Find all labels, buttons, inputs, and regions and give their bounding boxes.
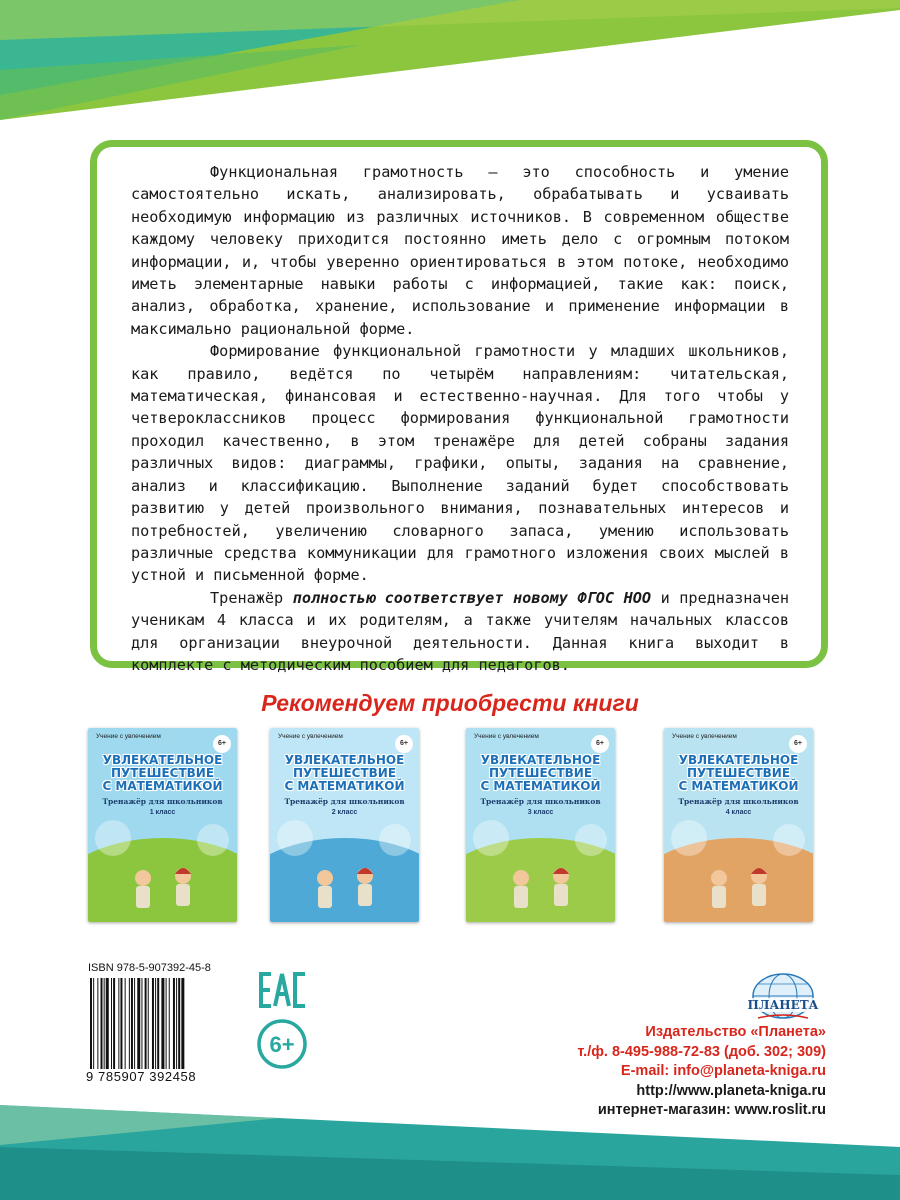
book-grade: 4 класс [725, 809, 752, 816]
book-subtitle: Тренажёр для школьников [284, 797, 405, 806]
publisher-phone: т./ф. 8-495-988-72-83 (доб. 302; 309) [577, 1043, 826, 1060]
book-cover-1[interactable] [88, 728, 237, 922]
eac-certification-icon [258, 970, 308, 1010]
book-title: УВЛЕКАТЕЛЬНОЕ ПУТЕШЕСТВИЕ С МАТЕМАТИКОЙ [678, 753, 799, 793]
age-rating-text: 6+ [269, 1032, 295, 1057]
book-series: Учение с увлечением [672, 733, 737, 740]
book-cover-2[interactable] [270, 728, 419, 922]
book-series: Учение с увлечением [474, 733, 539, 740]
book-series: Учение с увлечением [278, 733, 343, 740]
fgos-highlight: полностью соответствует новому ФГОС НОО [292, 588, 652, 607]
paragraph-3-start: Тренажёр [210, 588, 293, 607]
description-text-box [90, 140, 828, 674]
book-age-badge: 6+ [789, 735, 807, 753]
paragraph-2: Формирование функциональной грамотности у младших школьников, как правило, ведётся по четырём направлениям: читательская, математическая, финансовая и естественно-научная. Для того чтобы у четвероклассников процесс формирования функциональной грамотности проходил качественно, в этом тренажёре для детей собраны задания различных видов: диаграммы, графики, опыты, задания на сравнение, анализ и классификацию. Выполнение заданий будет способствовать развитию у детей произвольного внимания, познавательных интересов и потребностей, увеличению словарного запаса, умению использовать различные средства коммуникации для грамотного изложения своих мыслей в устной и письменной форме. [131, 342, 789, 585]
book-grade: 3 класс [527, 809, 554, 816]
paragraph-3-end: и предназначен ученикам 4 класса и их родителям, а также учителям начальных классов для организации внеурочной деятельности. Данная книга выходит в комплекте с методическим пособием для педагогов. [131, 588, 790, 674]
book-grade: 1 класс [149, 809, 176, 816]
book-grade: 2 класс [331, 809, 358, 816]
logo-text: ПЛАНЕТА [747, 998, 819, 1012]
book-age-badge: 6+ [213, 735, 231, 753]
book-title: УВЛЕКАТЕЛЬНОЕ ПУТЕШЕСТВИЕ С МАТЕМАТИКОЙ [284, 753, 405, 793]
publisher-email: E-mail: info@planeta-kniga.ru [620, 1063, 826, 1079]
book-cover-3[interactable] [466, 728, 615, 922]
book-subtitle: Тренажёр для школьников [480, 797, 601, 806]
book-title: УВЛЕКАТЕЛЬНОЕ ПУТЕШЕСТВИЕ С МАТЕМАТИКОЙ [480, 753, 601, 793]
top-decorative-banner [0, 0, 900, 120]
book-subtitle: Тренажёр для школьников [678, 797, 799, 806]
age-rating-badge [256, 1018, 308, 1070]
recommend-heading: Рекомендуем приобрести книги [261, 690, 639, 716]
isbn-label: ISBN 978-5-907392-45-8 [88, 962, 211, 974]
paragraph-1: Функциональная грамотность – это способность и умение самостоятельно искать, анализировать, обрабатывать и усваивать необходимую информацию из различных источников. В современном обществе каждому человеку приходится постоянно иметь дело с огромным потоком информации, и, чтобы уверенно ориентироваться в этом потоке, необходимо иметь элементарные навыки работы с информацией, такие как: поиск, анализ, обработка, хранение, использование и применение информации в максимально рациональной форме. [131, 163, 789, 338]
book-cover-4[interactable] [664, 728, 813, 922]
paragraph-3 [131, 587, 789, 677]
planeta-logo [738, 972, 828, 1024]
bottom-decorative-banner [0, 1085, 900, 1200]
publisher-website: http://www.planeta-kniga.ru [636, 1082, 826, 1099]
barcode-digits: 9 785907 392458 [86, 1069, 228, 1084]
publisher-shop: интернет-магазин: www.roslit.ru [597, 1102, 826, 1118]
book-age-badge: 6+ [395, 735, 413, 753]
book-subtitle: Тренажёр для школьников [102, 797, 223, 806]
publisher-name: Издательство «Планета» [645, 1024, 826, 1040]
book-title: УВЛЕКАТЕЛЬНОЕ ПУТЕШЕСТВИЕ С МАТЕМАТИКОЙ [102, 753, 223, 793]
book-series: Учение с увлечением [96, 733, 161, 740]
barcode [88, 978, 228, 1078]
book-age-badge: 6+ [591, 735, 609, 753]
